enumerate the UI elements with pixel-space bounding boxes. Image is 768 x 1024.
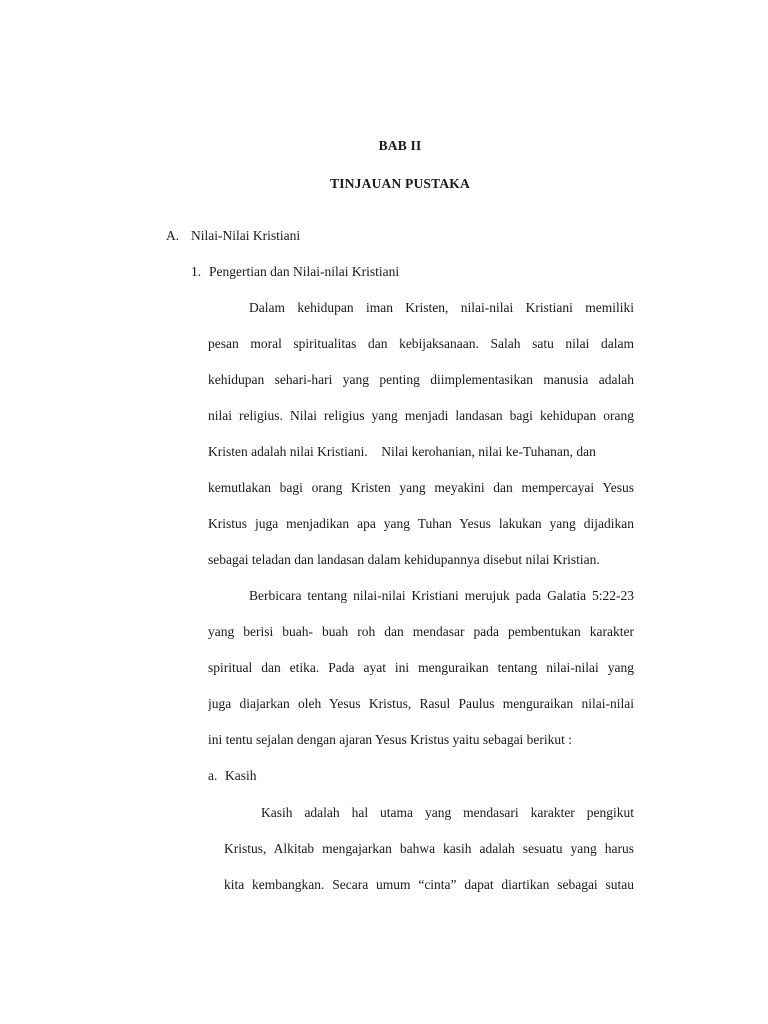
paragraph-line: nilai religius. Nilai religius yang menjadi landasan bagi kehidupan orang — [208, 408, 634, 423]
paragraph-line: juga diajarkan oleh Yesus Kristus, Rasul Paulus menguraikan nilai-nilai — [208, 696, 634, 711]
subsection-marker: 1. — [191, 264, 202, 279]
paragraph-line: Kristus juga menjadikan apa yang Tuhan Yesus lakukan yang dijadikan — [208, 516, 634, 531]
paragraph-line: spiritual dan etika. Pada ayat ini menguraikan tentang nilai-nilai yang — [208, 660, 634, 675]
paragraph-line: pesan moral spiritualitas dan kebijaksanaan. Salah satu nilai dalam — [208, 336, 634, 351]
section-heading: Nilai-Nilai Kristiani — [191, 228, 301, 243]
paragraph-line: Berbicara tentang nilai-nilai Kristiani merujuk pada Galatia 5:22-23 — [249, 588, 634, 603]
paragraph-line: Kristus, Alkitab mengajarkan bahwa kasih adalah sesuatu yang harus — [224, 841, 634, 856]
paragraph-line: Dalam kehidupan iman Kristen, nilai-nilai Kristiani memiliki — [249, 300, 634, 315]
section-marker: A. — [166, 228, 180, 243]
paragraph-line: Kasih adalah hal utama yang mendasari karakter pengikut — [261, 805, 634, 820]
paragraph-line: Kristen adalah nilai Kristiani. Nilai kerohanian, nilai ke-Tuhanan, dan — [208, 444, 596, 459]
subsection-heading: Pengertian dan Nilai-nilai Kristiani — [209, 264, 400, 279]
paragraph-line: yang berisi buah- buah roh dan mendasar pada pembentukan karakter — [208, 624, 634, 639]
item-heading: Kasih — [225, 768, 257, 783]
chapter-heading: BAB II — [378, 138, 422, 153]
paragraph-line: ini tentu sejalan dengan ajaran Yesus Kristus yaitu sebagai berikut : — [208, 732, 573, 747]
paragraph-line: kehidupan sehari-hari yang penting diimplementasikan manusia adalah — [208, 372, 634, 387]
paragraph-line: kita kembangkan. Secara umum “cinta” dapat diartikan sebagai sutau — [224, 877, 634, 892]
paragraph-line: kemutlakan bagi orang Kristen yang meyakini dan mempercayai Yesus — [208, 480, 634, 495]
paragraph-line: sebagai teladan dan landasan dalam kehidupannya disebut nilai Kristian. — [208, 552, 600, 567]
chapter-title: TINJAUAN PUSTAKA — [330, 176, 470, 191]
item-marker: a. — [208, 768, 218, 783]
